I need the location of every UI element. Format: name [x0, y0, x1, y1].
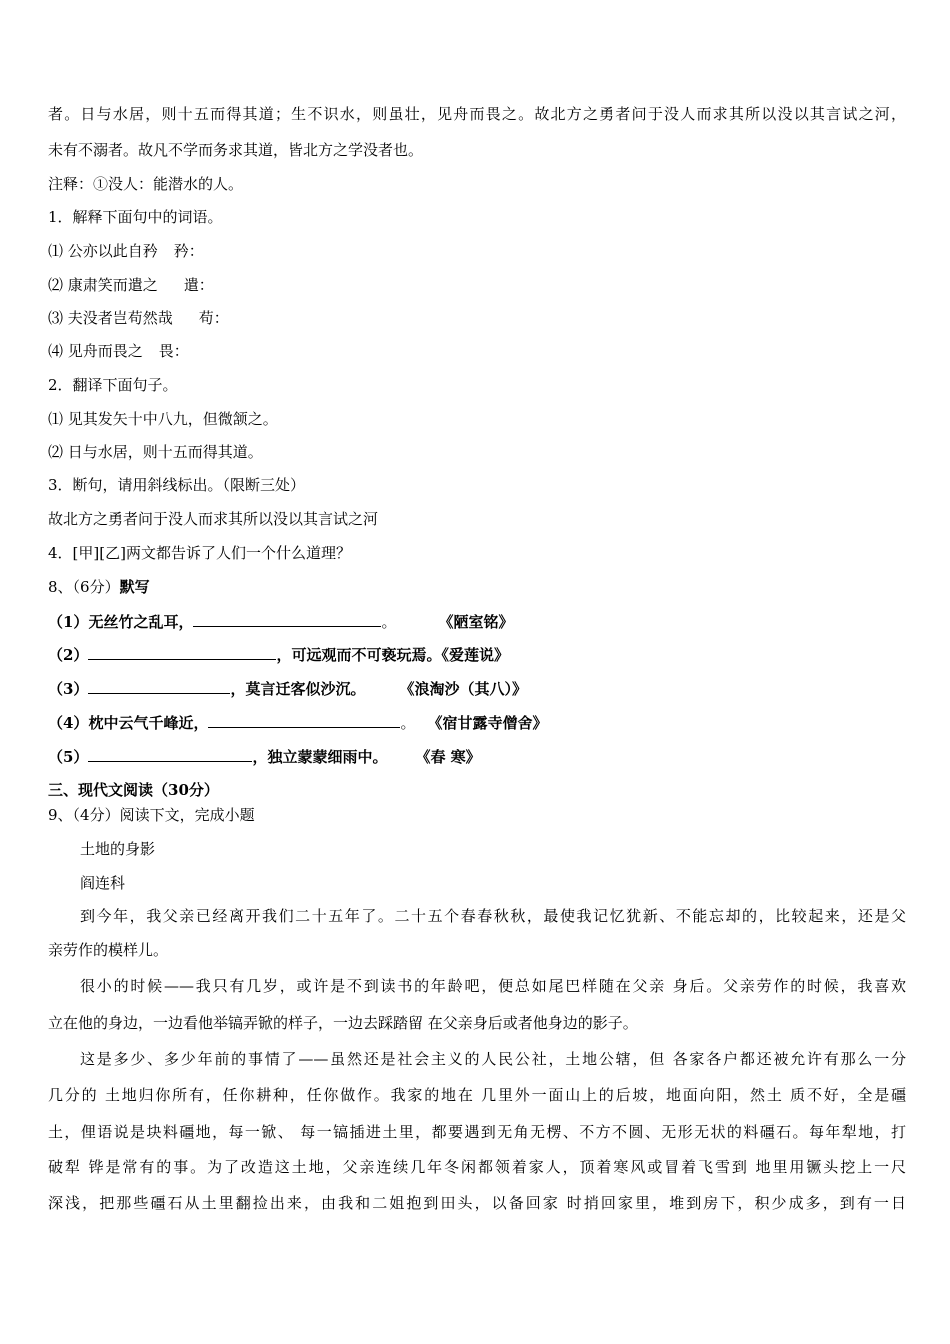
question-2-item: ⑵ 日与水居，则十五而得其道。 — [48, 443, 263, 461]
dictation-source: 《宿甘露寺僧舍》 — [427, 714, 548, 732]
article-line: 破犁 铧是常有的事。为了改造这土地，父亲连续几年冬闲都领着家人，顶着寒风或冒着飞雪到 地里用镢头挖上一尺 — [48, 1158, 906, 1176]
dictation-number: （4） — [48, 714, 89, 732]
article-line: 土，俚语说是块料礓地，每一锨、 每一镐插进土里，都要遇到无角无楞、不方不圆、无形无状的料礓石。每年犁地，打 — [48, 1123, 906, 1141]
item-sentence: ⑵ 康肃笑而遣之 — [48, 276, 158, 294]
dictation-number: （5） — [48, 748, 89, 766]
answer-blank[interactable] — [208, 712, 400, 728]
dictation-number: （3） — [48, 680, 89, 698]
answer-blank[interactable] — [88, 678, 230, 694]
article-line: 很小的时候——我只有几岁，或许是不到读书的年龄吧，便总如尾巴样随在父亲 身后。父亲劳作的时候，我喜欢 — [80, 977, 906, 995]
note: 注释：①没人：能潜水的人。 — [48, 175, 244, 193]
dictation-after: 。 — [400, 714, 416, 732]
question-4-title: 4．[甲][乙]两文都告诉了人们一个什么道理？ — [48, 544, 351, 562]
item-word: 苟： — [198, 309, 229, 327]
dictation-source: 《陋室铭》 — [438, 613, 514, 631]
item-word: 畏： — [158, 342, 189, 360]
article-line: 立在他的身边，一边看他举镐弄锨的样子，一边去踩踏留 在父亲身后或者他身边的影子。 — [48, 1014, 638, 1032]
dictation-source: 《浪淘沙（其八）》 — [399, 680, 527, 698]
question-1-title: 1．解释下面句中的词语。 — [48, 208, 223, 226]
question-1-item — [48, 308, 229, 328]
question-2-title: 2．翻译下面句子。 — [48, 376, 178, 394]
article-line: 几分的 土地归你所有，任你耕种，任你做作。我家的地在 几里外一面山上的后坡，地面向阳，然土 质不好，全是礓 — [48, 1086, 906, 1104]
item-word: 矜： — [173, 242, 204, 260]
article-line: 到今年，我父亲已经离开我们二十五年了。二十五个春春秋秋，最使我记忆犹新、不能忘却的，比较起来，还是父 — [80, 907, 906, 925]
article-line: 这是多少、多少年前的事情了——虽然还是社会主义的人民公社，土地公辖，但 各家各户都还被允许有那么一分 — [80, 1050, 906, 1068]
dictation-item — [48, 746, 481, 767]
item-sentence: ⑷ 见舟而畏之 — [48, 342, 143, 360]
item-sentence: ⑴ 公亦以此自矜 — [48, 242, 158, 260]
dictation-source: 《爱莲说》 — [441, 646, 509, 664]
dictation-before: 枕中云气千峰近， — [88, 714, 209, 732]
answer-blank[interactable] — [88, 746, 252, 762]
article-line: 深浅，把那些礓石从土里翻捡出来，由我和二姐抱到田头，以备回家 时捎回家里，堆到房下，积少成多，到有一日 — [48, 1194, 906, 1212]
article-line: 亲劳作的模样儿。 — [48, 941, 169, 959]
answer-blank[interactable] — [88, 644, 276, 660]
question-label: 默写 — [119, 578, 150, 596]
dictation-after: ，可远观而不可亵玩焉。 — [276, 646, 442, 664]
question-number: 8、（6分） — [48, 578, 120, 596]
question-2-item: ⑴ 见其发矢十中八九，但微颔之。 — [48, 410, 278, 428]
passage-line: 者。日与水居，则十五而得其道；生不识水，则虽壮，见舟而畏之。故北方之勇者问于没人而求其所以没以其言试之河， — [48, 105, 906, 123]
dictation-item — [48, 611, 513, 632]
question-8-title — [48, 577, 150, 597]
question-1-item — [48, 275, 214, 295]
dictation-item — [48, 678, 527, 699]
article-title: 土地的身影 — [80, 840, 156, 858]
dictation-number: （1） — [48, 613, 89, 631]
dictation-before: 无丝竹之乱耳， — [88, 613, 194, 631]
section-title: 三、现代文阅读（30分） — [48, 781, 219, 799]
dictation-after: ，独立蒙蒙细雨中。 — [252, 748, 388, 766]
dictation-after: ，莫言迁客似沙沉。 — [230, 680, 366, 698]
dictation-number: （2） — [48, 646, 89, 664]
answer-blank[interactable] — [193, 611, 381, 627]
item-sentence: ⑶ 夫没者岂苟然哉 — [48, 309, 173, 327]
passage-line: 未有不溺者。故凡不学而务求其道，皆北方之学没者也。 — [48, 141, 424, 159]
question-9-title: 9、（4分）阅读下文，完成小题 — [48, 806, 255, 824]
dictation-item — [48, 712, 547, 733]
question-3-title: 3．断句，请用斜线标出。（限断三处） — [48, 476, 306, 494]
item-word: 遣： — [183, 276, 214, 294]
dictation-source: 《春 寒》 — [415, 748, 481, 766]
question-3-text: 故北方之勇者问于没人而求其所以没以其言试之河 — [48, 510, 379, 528]
question-1-item — [48, 341, 189, 361]
question-1-item — [48, 241, 204, 261]
dictation-item — [48, 644, 509, 665]
dictation-after: 。 — [381, 613, 397, 631]
article-author: 阎连科 — [80, 874, 126, 892]
